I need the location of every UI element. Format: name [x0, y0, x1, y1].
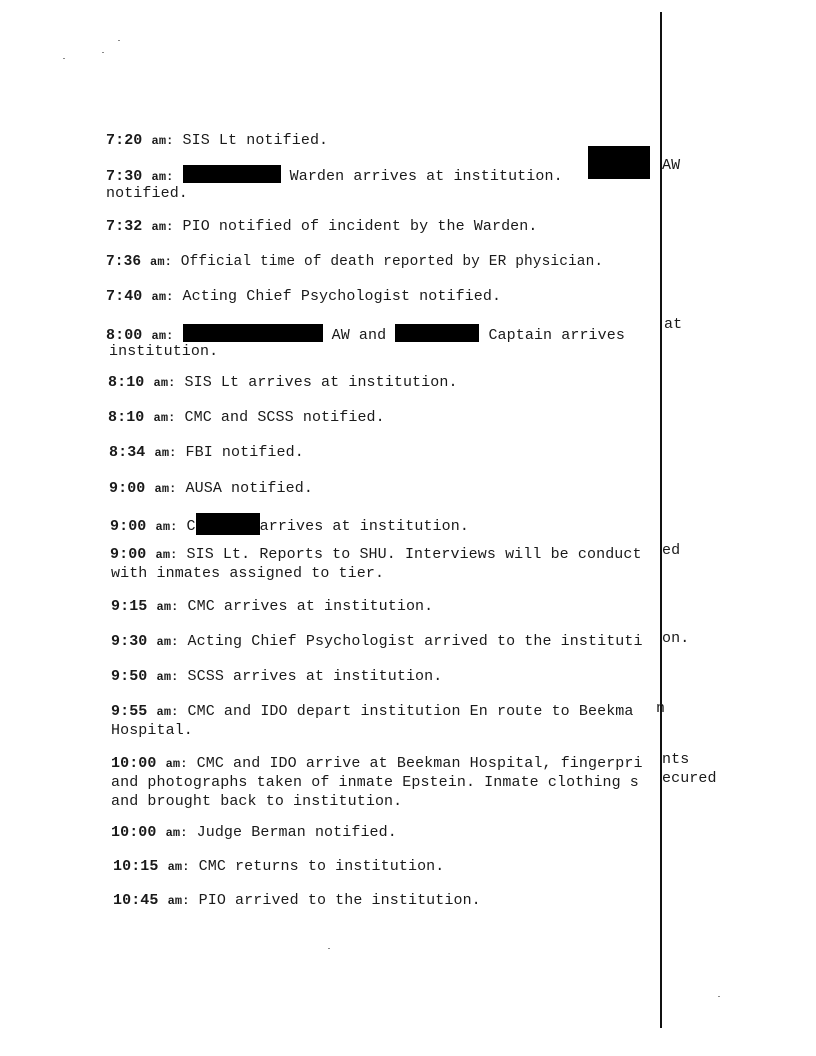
entry-am: am: — [155, 520, 178, 534]
entry-text: SIS Lt notified. — [173, 132, 329, 149]
entry-am: am: — [155, 548, 178, 562]
entry-am: am: — [156, 635, 179, 649]
entry-text-overflow: nts — [662, 751, 690, 768]
entry-text: CMC and IDO depart institution En route to Beekma — [178, 703, 634, 720]
entry-time: 9:00 — [109, 480, 146, 497]
entry-text-continued: notified. — [106, 185, 188, 202]
scan-speck — [102, 52, 104, 53]
scan-speck — [718, 996, 720, 997]
timeline-entry — [106, 165, 572, 185]
entry-am: am: — [156, 670, 179, 684]
entry-am: am: — [151, 170, 174, 184]
entry-text: CMC arrives at institution. — [178, 598, 434, 615]
entry-am: am: — [153, 411, 176, 425]
scan-speck — [328, 948, 330, 949]
entry-time: 9:15 — [111, 598, 148, 615]
timeline-entry — [111, 704, 634, 720]
entry-time: 10:00 — [111, 824, 157, 841]
entry-am: am: — [167, 894, 190, 908]
timeline-entry — [111, 669, 442, 685]
entry-text: PIO notified of incident by the Warden. — [173, 218, 538, 235]
scan-speck — [118, 40, 120, 41]
entry-am: am: — [165, 757, 188, 771]
entry-am: am: — [156, 600, 179, 614]
entry-am: am: — [165, 826, 188, 840]
entry-text: Captain arrives — [479, 327, 635, 344]
entry-text-overflow: AW — [662, 157, 681, 174]
entry-am: am: — [156, 705, 179, 719]
entry-text: SCSS arrives at institution. — [178, 668, 443, 685]
entry-text: AW and — [322, 327, 396, 344]
redaction-block — [588, 146, 650, 179]
entry-time: 7:40 — [106, 288, 143, 305]
entry-text: C — [177, 518, 196, 535]
entry-text-overflow: ed — [662, 542, 681, 559]
timeline-entry — [109, 481, 313, 497]
entry-am: am: — [150, 255, 172, 269]
entry-time: 9:30 — [111, 633, 148, 650]
timeline-entry — [108, 375, 458, 391]
entry-text — [173, 168, 182, 185]
entry-text: SIS Lt. Reports to SHU. Interviews will be conduct — [177, 546, 642, 563]
entry-time: 9:55 — [111, 703, 148, 720]
timeline-entry — [106, 133, 328, 149]
entry-text: Judge Berman notified. — [187, 824, 397, 841]
entry-am: am: — [154, 446, 177, 460]
timeline-entry — [110, 513, 469, 535]
scan-speck — [63, 58, 65, 59]
entry-text: CMC returns to institution. — [189, 858, 445, 875]
entry-text: Warden arrives at institution. — [280, 168, 572, 185]
entry-am: am: — [151, 290, 174, 304]
entry-text-overflow: on. — [662, 630, 690, 647]
entry-time: 8:34 — [109, 444, 146, 461]
entry-text: CMC and SCSS notified. — [175, 409, 385, 426]
entry-time: 7:30 — [106, 168, 143, 185]
entry-time: 10:15 — [113, 858, 159, 875]
entry-text: Acting Chief Psychologist notified. — [173, 288, 502, 305]
entry-text: FBI notified. — [176, 444, 304, 461]
timeline-entry — [110, 547, 642, 563]
entry-am: am: — [151, 329, 174, 343]
timeline-entry — [111, 756, 643, 772]
entry-am: am: — [153, 376, 176, 390]
entry-time: 7:36 — [106, 254, 142, 270]
timeline-entry — [109, 445, 304, 461]
timeline-entry — [106, 324, 634, 344]
entry-text-continued: and brought back to institution. — [111, 793, 403, 810]
timeline-entry — [106, 289, 501, 305]
timeline-entry — [113, 859, 444, 875]
entry-time: 10:45 — [113, 892, 159, 909]
timeline-entry — [106, 254, 603, 270]
timeline-entry — [106, 219, 537, 235]
entry-text: Acting Chief Psychologist arrived to the instituti — [178, 633, 643, 650]
entry-time: 9:00 — [110, 546, 147, 563]
timeline-entry — [108, 410, 385, 426]
entry-time: 7:20 — [106, 132, 143, 149]
entry-text: AUSA notified. — [176, 480, 313, 497]
entry-time: 8:00 — [106, 327, 143, 344]
redaction-block — [183, 165, 281, 183]
redaction-block — [395, 324, 479, 342]
entry-text-overflow: n — [656, 700, 666, 717]
entry-am: am: — [167, 860, 190, 874]
entry-time: 9:50 — [111, 668, 148, 685]
entry-time: 8:10 — [108, 374, 145, 391]
entry-text-overflow: ecured — [662, 770, 717, 787]
entry-am: am: — [151, 220, 174, 234]
timeline-entry — [111, 599, 433, 615]
entry-text-continued: and photographs taken of inmate Epstein. Inmate clothing s — [111, 774, 639, 791]
entry-text-continued: institution. — [109, 343, 219, 360]
entry-am: am: — [151, 134, 174, 148]
entry-text: PIO arrived to the institution. — [189, 892, 481, 909]
entry-time: 8:10 — [108, 409, 145, 426]
entry-text-continued: with inmates assigned to tier. — [111, 565, 385, 582]
entry-text: CMC and IDO arrive at Beekman Hospital, fingerpri — [187, 755, 643, 772]
entry-time: 9:00 — [110, 518, 147, 535]
redaction-block — [196, 513, 260, 535]
entry-text-continued: Hospital. — [111, 722, 193, 739]
timeline-entry — [111, 634, 643, 650]
entry-text-overflow: at — [664, 316, 683, 333]
redaction-block — [183, 324, 323, 342]
timeline-entry — [111, 825, 397, 841]
entry-time: 10:00 — [111, 755, 157, 772]
entry-text: SIS Lt arrives at institution. — [175, 374, 458, 391]
timeline-entry — [113, 893, 481, 909]
entry-text: Official time of death reported by ER physician. — [171, 254, 604, 270]
entry-time: 7:32 — [106, 218, 143, 235]
entry-text: arrives at institution. — [259, 518, 469, 535]
entry-am: am: — [154, 482, 177, 496]
entry-text — [173, 327, 182, 344]
